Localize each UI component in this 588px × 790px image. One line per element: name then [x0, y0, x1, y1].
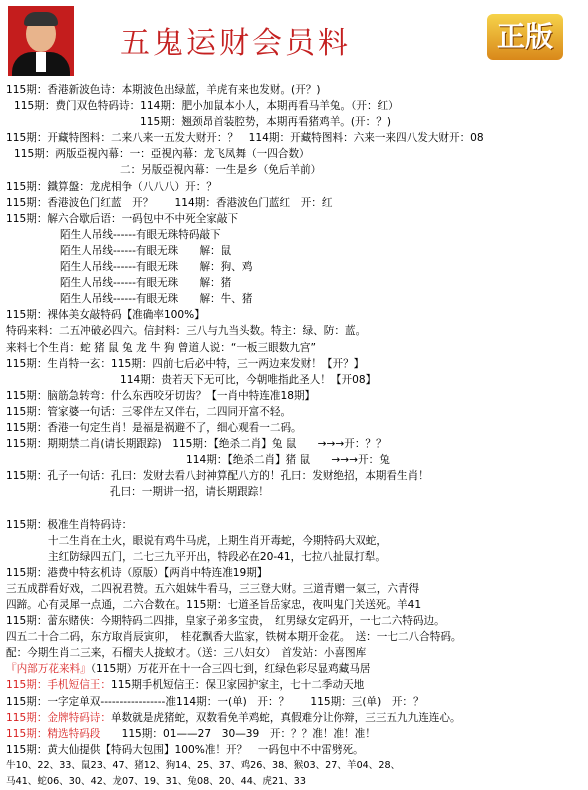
text-line: 115期：香港波色门红蓝 开？ 114期：香港波色门蓝红 开：红: [6, 196, 333, 209]
text-line: 115期：管家婆一句话：三零伴左又伴右，二四同开富不轻。: [6, 405, 292, 418]
text-line: 115期：翘颈昂首装腔势，本期再看猪鸡羊。(开：？): [140, 116, 391, 129]
text-line: 陌生人吊线------有眼无珠 解：牛、猪: [60, 293, 253, 306]
header: [0, 0, 588, 80]
text-line: 115期：一字定单双-----------------准114期：一(单) 开：？ 115期：三(单) 开：？: [6, 695, 424, 708]
text-line: 115期：港费中特玄机诗（原版）【两肖中特连准19期】: [6, 566, 268, 579]
text-line: 115期：香港一句定生肖！是福是祸避不了，细心观看一二码。: [6, 421, 302, 434]
highlight-label: 115期：手机短信王：: [6, 679, 111, 692]
text-line: 来料七个生肖：蛇 猪 鼠 兔 龙 牛 狗 曾道人说：“一板三眼数九宫”: [6, 341, 316, 354]
text-line: 115期：期期禁二肖(请长期跟踪) 115期：【绝杀二肖】兔 鼠 →→→开：？？: [6, 438, 387, 451]
text-line: 主红防绿四五门，二七三九平开出，特段必在20-41，七拉八扯鼠打犁。: [48, 550, 386, 563]
text-line: 陌生人吊线------有眼无珠特码敲下: [60, 228, 221, 241]
text-line: 115期：黄大仙提供【特码大包围】100%准！开？ 一码包中不中雷劈死。: [6, 743, 364, 756]
text-line: 配：今期生肖二三来，石榴夫人拢蚁才。（送：三八妇女） 首发站：小喜图库: [6, 647, 367, 660]
text-line: 115期：蕾东赌侠：今期特码二四排，皇家子弟多宝贵， 红男绿女定码开，一七二六特码边。: [6, 615, 445, 628]
text-line: 115期：两版亞視內幕：一：亞視內幕：龙飞凤舞（一四合数）: [14, 148, 310, 161]
text-line: 114期：【绝杀二肖】猪 鼠 →→→开：兔: [186, 454, 390, 467]
text-line: 115期：裸体美女敲特码【准确率100%】: [6, 309, 205, 322]
avatar-shirt: [36, 52, 46, 72]
text-line: 115期：鐵算盤：龙虎相争（八八八）开：？: [6, 180, 217, 193]
text-line: 115期：费门双色特码诗：114期：肥小加鼠本小人，本期再看马羊兔。（开：红）: [14, 100, 399, 113]
highlight-label: 115期：金牌特码诗：: [6, 711, 111, 724]
text-line: 陌生人吊线------有眼无珠 解：狗、鸡: [60, 261, 253, 274]
text-line: 三五成群看好戏，二四祝君赞。五六姐妹牛看马，三三登大财。三道青赠一氣三，六青得: [6, 582, 420, 595]
page-title: 五鬼运财会员料: [120, 26, 351, 61]
text-line: 115期：解六合歇后语：一码包中不中死全家敲下: [6, 212, 239, 225]
avatar-hair: [24, 12, 58, 26]
text-line: 115期：生肖特一玄：115期：四前七后必中特，三一两边来发财！【开？】: [6, 357, 365, 370]
text-line: 115期：孔子一句话：孔曰：发财去看八封神算配八方的！孔曰：发财绝招，本期看生肖！: [6, 470, 429, 483]
text-line: 孔曰：一期讲一招，请长期跟踪！: [110, 486, 269, 499]
text-line: 陌生人吊线------有眼无珠 解：鼠: [60, 244, 232, 257]
text-line: [0, 500, 588, 516]
line-rest: （115期）万花开在十一合三四七到，红绿色彩尽显鸡藏马居: [90, 663, 371, 676]
line-rest: 115期手机短信王：保卫家园护家主，七十二季动天地: [110, 679, 365, 692]
avatar: [8, 6, 74, 76]
line-rest: 115期：01——27 30—39 开：？？准！准！准！: [100, 727, 376, 740]
text-line: 十二生肖在土火，眼说有鸡牛马虎，上期生肖开毒蛇，今期特码大双蛇，: [48, 534, 387, 547]
line-rest: 单数就是虎猪蛇，双数看免羊鸡蛇，真假难分让你辩，三三五九九连连心。: [110, 711, 461, 724]
text-line: 四五二十合二码，东方取肖辰寅卯， 桂花飘香大监家，铁树本期开金花。 送：一七二八合特码。: [6, 631, 462, 644]
text-line: 二：另版亞視內幕：一生是乡（免后羊前）: [120, 164, 322, 177]
text-line: 115期：香港新波色诗：本期波色出绿蓝，羊虎有来也发财。(开？): [6, 84, 321, 96]
text-line: 四蹄。心有灵犀一点通，二六合数在。115期：七道圣旨岳家忠，夜叫鬼门关送死。羊41: [6, 599, 422, 611]
text-line: [0, 710, 588, 726]
text-line: 114期：贵若天下无可比，今朝唯指此圣人！【开08】: [120, 373, 377, 386]
genuine-badge: 正版: [487, 14, 563, 60]
text-line: 牛10、22、33、鼠23、47、猪12、狗14、25、37、鸡26、38、猴03、27、羊04、28、: [6, 759, 401, 771]
text-line: 陌生人吊线------有眼无珠 解：猪: [60, 277, 232, 290]
text-line: [0, 677, 588, 693]
text-line: 115期：脑筋急转弯：什么东西咬牙切齿？【一肖中特连准18期】: [6, 389, 316, 402]
text-line: [0, 661, 588, 677]
text-line: 115期：极准生肖特码诗：: [6, 518, 133, 531]
highlight-label: 『内部万花来料』: [6, 663, 91, 676]
highlight-label: 115期：精选特码段: [6, 727, 101, 740]
text-line: [0, 726, 588, 742]
text-line: 115期：开藏特图料：二来八来一五发大财开：？ 114期：开藏特图料：六来一来四八发大财开：08: [6, 132, 484, 145]
text-line: 特码来料：二五冲破必四六。信封料：三八与九当头数。特主：绿、防：蓝。: [6, 325, 367, 338]
content-lines: [0, 82, 588, 790]
text-line: 马41、蛇06、30、42、龙07、19、31、兔08、20、44、虎21、33: [6, 776, 306, 788]
